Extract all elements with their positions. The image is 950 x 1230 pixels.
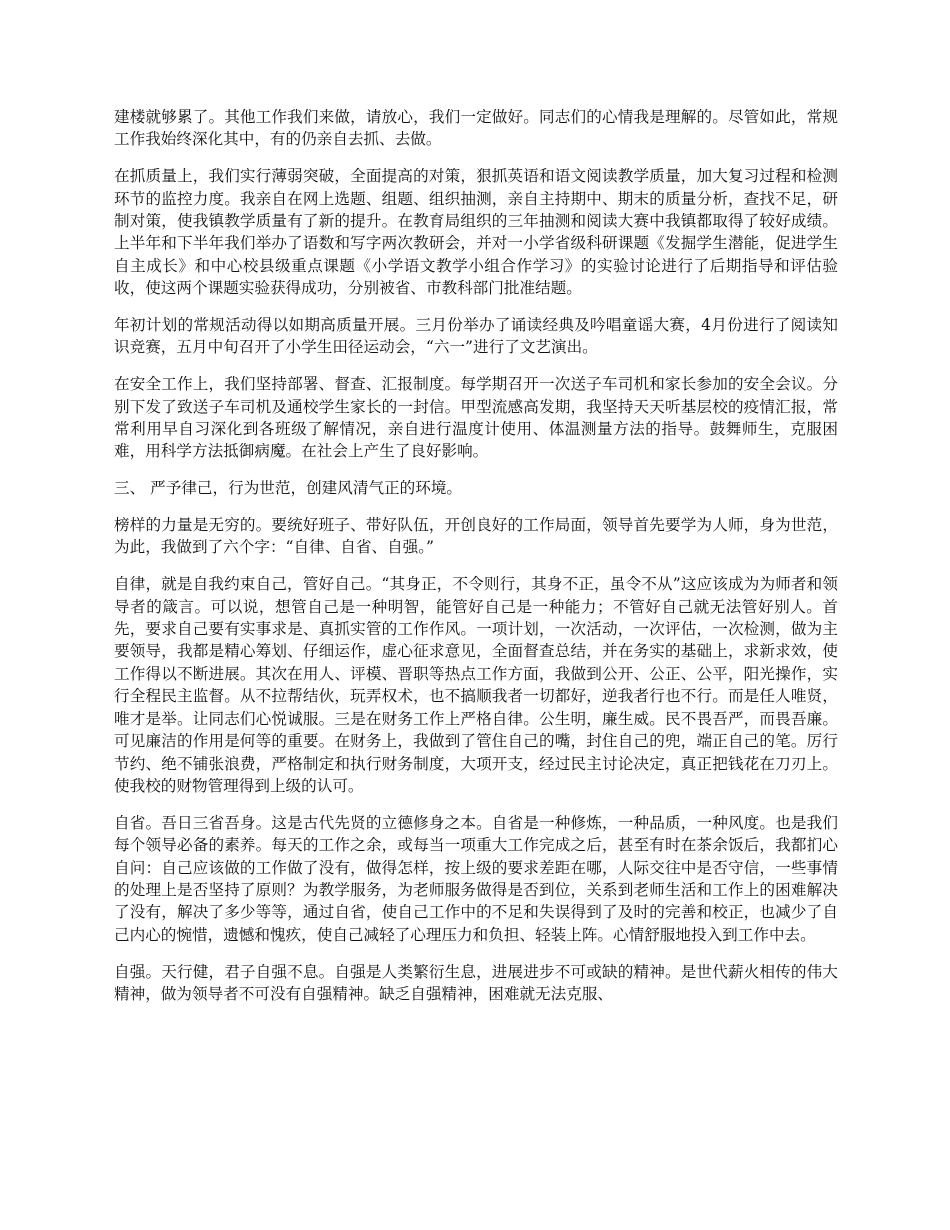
paragraph-quality: 在抓质量上，我们实行薄弱突破，全面提高的对策，狠抓英语和语文阅读教学质量，加大复习过程和检测环节的监控力度。我亲自在网上选题、组题、组织抽测，亲自主持期中、期末的质量分析，查找不足，研制对策，使我镇教学质量有了新的提升。在教育局组织的三年抽测和阅读大赛中我镇都取得了较好成绩。上半年和下半年我们举办了语数和写字两次教研会，并对一小学省级科研课题《发掘学生潜能，促进学生自主成长》和中心校县级重点课题《小学语文教学小组合作学习》的实验讨论进行了后期指导和评估验收，使这两个课题实验获得成功，分别被省、市教科部门批准结题。 xyxy=(114,167,838,298)
paragraph-role-model: 榜样的力量是无穷的。要统好班子、带好队伍，开创良好的工作局面，领导首先要学为人师，身为世范，为此，我做到了六个字：“自律、自省、自强。” xyxy=(114,516,838,557)
paragraph-activities: 年初计划的常规活动得以如期高质量开展。三月份举办了诵读经典及吟唱童谣大赛，4月份进行了阅读知识竞赛，五月中旬召开了小学生田径运动会，“六一”进行了文艺演出。 xyxy=(114,316,838,357)
paragraph-self-reflection: 自省。吾日三省吾身。这是古代先贤的立德修身之本。自省是一种修炼，一种品质，一种风度。也是我们每个领导必备的素养。每天的工作之余，或每当一项重大工作完成之后，甚至有时在茶余饭后，我都扪心自问：自己应该做的工作做了没有，做得怎样，按上级的要求差距在哪，人际交往中是否守信，一些事情的处理上是否坚持了原则？为教学服务，为老师服务做得是否到位，关系到老师生活和工作上的困难解决了没有，解决了多少等等，通过自省，使自己工作中的不足和失误得到了及时的完善和校正，也减少了自己内心的惋惜，遗憾和愧疚，使自己减轻了心理压力和负担、轻装上阵。心情舒服地投入到工作中去。 xyxy=(114,813,838,944)
paragraph-safety: 在安全工作上，我们坚持部署、督查、汇报制度。每学期召开一次送子车司机和家长参加的安全会议。分别下发了致送子车司机及通校学生家长的一封信。甲型流感高发期，我坚持天天听基层校的疫情汇报，常常利用早自习深化到各班级了解情况，亲自进行温度计使用、体温测量方法的指导。鼓舞师生，克服困难，用科学方法抵御病魔。在社会上产生了良好影响。 xyxy=(114,375,838,461)
section-heading: 三、 严予律己，行为世范，创建风清气正的环境。 xyxy=(114,479,463,498)
paragraph-self-strengthening: 自强。天行健，君子自强不息。自强是人类繁衍生息，进展进步不可或缺的精神。是世代薪火相传的伟大精神，做为领导者不可没有自强精神。缺乏自强精神，困难就无法克服、 xyxy=(114,962,838,1003)
paragraph-self-discipline: 自律，就是自我约束自己，管好自己。“其身正，不令则行，其身不正，虽令不从”这应该成为为师者和领导者的箴言。可以说，想管自己是一种明智，能管好自己是一种能力；不管好自己就无法管好别人。首先，要求自己要有实事求是、真抓实管的工作作风。一项计划，一次活动，一次评估，一次检测，做为主要领导，我都是精心筹划、仔细运作，虚心征求意见，全面督查总结，并在务实的基础上，求新求效，使工作得以不断进展。其次在用人、评模、晋职等热点工作方面，我做到公开、公正、公平，阳光操作，实行全程民主监督。从不拉帮结伙，玩弄权术，也不搞顺我者一切都好，逆我者行也不行。而是任人唯贤，唯才是举。让同志们心悦诚服。三是在财务工作上严格自律。公生明，廉生威。民不畏吾严，而畏吾廉。可见廉洁的作用是何等的重要。在财务上，我做到了管住自己的嘴，封住自己的兜，端正自己的笔。厉行节约、绝不铺张浪费，严格制定和执行财务制度，大项开支，经过民主讨论决定，真正把钱花在刀刃上。使我校的财物管理得到上级的认可。 xyxy=(114,575,838,795)
document-page xyxy=(114,106,838,1020)
paragraph-continuation: 建楼就够累了。其他工作我们来做，请放心，我们一定做好。同志们的心情我是理解的。尽管如此，常规工作我始终深化其中，有的仍亲自去抓、去做。 xyxy=(114,108,838,149)
